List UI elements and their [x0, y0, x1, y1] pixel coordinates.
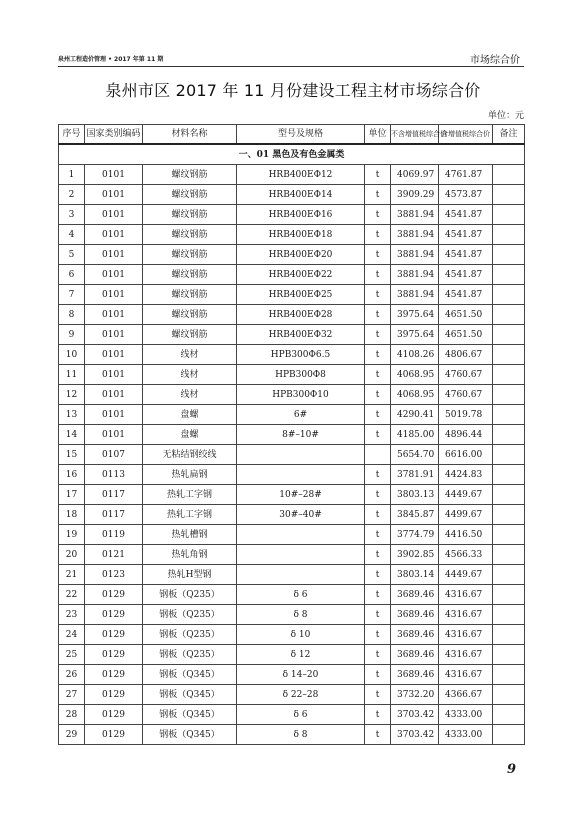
- cell-index: 28: [59, 705, 85, 725]
- cell-spec: HPB300Φ10: [237, 385, 365, 405]
- cell-remark: [493, 665, 525, 685]
- cell-remark: [493, 505, 525, 525]
- table-row: [59, 705, 525, 725]
- cell-price-incl-vat: 4761.87: [439, 165, 493, 185]
- cell-spec: HPB300Φ8: [237, 365, 365, 385]
- table-row: [59, 425, 525, 445]
- cell-price-excl-vat: 3774.79: [391, 525, 439, 545]
- cell-code: 0129: [85, 705, 143, 725]
- cell-remark: [493, 205, 525, 225]
- cell-index: 24: [59, 625, 85, 645]
- cell-price-incl-vat: 4806.67: [439, 345, 493, 365]
- cell-remark: [493, 565, 525, 585]
- cell-code: 0101: [85, 165, 143, 185]
- cell-material: 钢板（Q235）: [143, 605, 237, 625]
- cell-material: 热轧扁钢: [143, 465, 237, 485]
- cell-remark: [493, 465, 525, 485]
- cell-remark: [493, 245, 525, 265]
- cell-code: 0123: [85, 565, 143, 585]
- col-header-price-incl-vat: 含增值税综合价: [439, 125, 493, 145]
- cell-price-incl-vat: 4424.83: [439, 465, 493, 485]
- cell-price-excl-vat: 3703.42: [391, 725, 439, 745]
- cell-remark: [493, 185, 525, 205]
- cell-spec: HRB400EΦ20: [237, 245, 365, 265]
- cell-unit: t: [365, 205, 391, 225]
- cell-code: 0101: [85, 305, 143, 325]
- cell-index: 27: [59, 685, 85, 705]
- cell-unit: t: [365, 185, 391, 205]
- cell-code: 0121: [85, 545, 143, 565]
- table-row: [59, 285, 525, 305]
- cell-unit: t: [365, 385, 391, 405]
- cell-unit: t: [365, 305, 391, 325]
- cell-material: 螺纹钢筋: [143, 265, 237, 285]
- cell-code: 0101: [85, 225, 143, 245]
- table-row: [59, 445, 525, 465]
- cell-spec: 30#–40#: [237, 505, 365, 525]
- table-row: [59, 665, 525, 685]
- cell-remark: [493, 445, 525, 465]
- cell-code: 0101: [85, 185, 143, 205]
- cell-spec: [237, 525, 365, 545]
- cell-spec: δ 8: [237, 605, 365, 625]
- cell-index: 14: [59, 425, 85, 445]
- cell-material: 盘螺: [143, 425, 237, 445]
- cell-spec: δ 12: [237, 645, 365, 665]
- cell-unit: t: [365, 345, 391, 365]
- col-header-price-excl-vat: 不含增值税综合价: [391, 125, 439, 145]
- cell-price-excl-vat: 3881.94: [391, 245, 439, 265]
- cell-code: 0101: [85, 345, 143, 365]
- cell-remark: [493, 605, 525, 625]
- cell-remark: [493, 285, 525, 305]
- cell-material: 螺纹钢筋: [143, 185, 237, 205]
- cell-remark: [493, 225, 525, 245]
- cell-price-excl-vat: 3975.64: [391, 325, 439, 345]
- cell-spec: [237, 445, 365, 465]
- cell-price-excl-vat: 3689.46: [391, 605, 439, 625]
- cell-material: 钢板（Q235）: [143, 585, 237, 605]
- cell-price-incl-vat: 4333.00: [439, 725, 493, 745]
- cell-unit: t: [365, 165, 391, 185]
- table-row: [59, 625, 525, 645]
- cell-remark: [493, 405, 525, 425]
- cell-spec: δ 6: [237, 585, 365, 605]
- cell-code: 0101: [85, 205, 143, 225]
- cell-price-excl-vat: 3689.46: [391, 665, 439, 685]
- table-row: [59, 525, 525, 545]
- page-title: 泉州市区 2017 年 11 月份建设工程主材市场综合价: [105, 81, 481, 100]
- cell-price-excl-vat: 3902.85: [391, 545, 439, 565]
- cell-price-incl-vat: 4449.67: [439, 565, 493, 585]
- cell-price-incl-vat: 4333.00: [439, 705, 493, 725]
- cell-code: 0119: [85, 525, 143, 545]
- table-row: [59, 405, 525, 425]
- col-header-unit: 单位: [365, 125, 391, 145]
- cell-price-incl-vat: 4896.44: [439, 425, 493, 445]
- cell-price-incl-vat: 4651.50: [439, 305, 493, 325]
- cell-price-excl-vat: 3881.94: [391, 265, 439, 285]
- cell-index: 4: [59, 225, 85, 245]
- cell-spec: HRB400EΦ28: [237, 305, 365, 325]
- col-header-remark: 备注: [493, 125, 525, 145]
- cell-index: 5: [59, 245, 85, 265]
- cell-unit: t: [365, 325, 391, 345]
- cell-material: 螺纹钢筋: [143, 245, 237, 265]
- cell-spec: HRB400EΦ18: [237, 225, 365, 245]
- cell-material: 钢板（Q345）: [143, 705, 237, 725]
- cell-index: 1: [59, 165, 85, 185]
- cell-unit: t: [365, 465, 391, 485]
- cell-price-incl-vat: 4573.87: [439, 185, 493, 205]
- cell-unit: t: [365, 265, 391, 285]
- cell-spec: 6#: [237, 405, 365, 425]
- cell-price-excl-vat: 3845.87: [391, 505, 439, 525]
- cell-price-incl-vat: 4499.67: [439, 505, 493, 525]
- cell-unit: t: [365, 585, 391, 605]
- table-row: [59, 165, 525, 185]
- table-row: [59, 245, 525, 265]
- cell-price-excl-vat: 4069.97: [391, 165, 439, 185]
- cell-remark: [493, 545, 525, 565]
- journal-issue-label: 泉州工程造价管理 • 2017 年第 11 期: [58, 56, 164, 63]
- table-row: [59, 725, 525, 745]
- cell-index: 15: [59, 445, 85, 465]
- cell-remark: [493, 645, 525, 665]
- cell-unit: t: [365, 525, 391, 545]
- cell-material: 热轧工字钢: [143, 485, 237, 505]
- cell-price-excl-vat: 3909.29: [391, 185, 439, 205]
- cell-remark: [493, 705, 525, 725]
- cell-price-incl-vat: 4316.67: [439, 605, 493, 625]
- cell-index: 7: [59, 285, 85, 305]
- cell-spec: 8#–10#: [237, 425, 365, 445]
- cell-price-excl-vat: 4068.95: [391, 365, 439, 385]
- cell-price-incl-vat: 5019.78: [439, 405, 493, 425]
- table-header-row: [59, 125, 525, 145]
- cell-material: 无粘结钢绞线: [143, 445, 237, 465]
- cell-remark: [493, 305, 525, 325]
- cell-price-incl-vat: 4541.87: [439, 205, 493, 225]
- table-row: [59, 685, 525, 705]
- cell-index: 17: [59, 485, 85, 505]
- cell-material: 线材: [143, 365, 237, 385]
- cell-remark: [493, 345, 525, 365]
- cell-price-incl-vat: 4316.67: [439, 625, 493, 645]
- cell-price-excl-vat: 4108.26: [391, 345, 439, 365]
- cell-index: 13: [59, 405, 85, 425]
- cell-unit: t: [365, 565, 391, 585]
- cell-unit: t: [365, 605, 391, 625]
- page-number: 9: [506, 762, 516, 777]
- table-row: [59, 565, 525, 585]
- cell-code: 0113: [85, 465, 143, 485]
- cell-material: 热轧工字钢: [143, 505, 237, 525]
- cell-unit: t: [365, 505, 391, 525]
- unit-label: 单位：元: [487, 111, 524, 121]
- cell-price-excl-vat: 3881.94: [391, 285, 439, 305]
- cell-price-excl-vat: 3803.14: [391, 565, 439, 585]
- table-row: [59, 585, 525, 605]
- cell-price-excl-vat: 3689.46: [391, 625, 439, 645]
- cell-material: 钢板（Q235）: [143, 625, 237, 645]
- cell-price-incl-vat: 4316.67: [439, 585, 493, 605]
- cell-unit: t: [365, 545, 391, 565]
- cell-material: 热轧H型钢: [143, 565, 237, 585]
- cell-index: 25: [59, 645, 85, 665]
- cell-unit: t: [365, 225, 391, 245]
- section-label: 市场综合价: [470, 55, 520, 66]
- table-row: [59, 385, 525, 405]
- cell-price-excl-vat: 3975.64: [391, 305, 439, 325]
- cell-material: 线材: [143, 345, 237, 365]
- cell-remark: [493, 485, 525, 505]
- cell-price-incl-vat: 4651.50: [439, 325, 493, 345]
- table-row: [59, 205, 525, 225]
- table-row: [59, 365, 525, 385]
- price-table: [58, 124, 525, 745]
- cell-unit: t: [365, 685, 391, 705]
- cell-material: 螺纹钢筋: [143, 285, 237, 305]
- cell-spec: HRB400EΦ12: [237, 165, 365, 185]
- cell-spec: HRB400EΦ16: [237, 205, 365, 225]
- cell-index: 11: [59, 365, 85, 385]
- cell-remark: [493, 625, 525, 645]
- cell-price-incl-vat: 4541.87: [439, 225, 493, 245]
- cell-index: 8: [59, 305, 85, 325]
- cell-unit: t: [365, 645, 391, 665]
- cell-material: 钢板（Q345）: [143, 665, 237, 685]
- cell-spec: δ 22–28: [237, 685, 365, 705]
- cell-price-excl-vat: 4290.41: [391, 405, 439, 425]
- cell-material: 螺纹钢筋: [143, 325, 237, 345]
- cell-material: 螺纹钢筋: [143, 225, 237, 245]
- cell-remark: [493, 725, 525, 745]
- cell-unit: t: [365, 705, 391, 725]
- cell-index: 2: [59, 185, 85, 205]
- cell-code: 0129: [85, 645, 143, 665]
- cell-price-incl-vat: 4541.87: [439, 265, 493, 285]
- cell-remark: [493, 425, 525, 445]
- cell-spec: [237, 545, 365, 565]
- cell-index: 29: [59, 725, 85, 745]
- cell-spec: HRB400EΦ14: [237, 185, 365, 205]
- section-row: [59, 144, 525, 165]
- table-row: [59, 305, 525, 325]
- cell-index: 26: [59, 665, 85, 685]
- cell-index: 6: [59, 265, 85, 285]
- cell-unit: [365, 445, 391, 465]
- cell-unit: t: [365, 665, 391, 685]
- cell-code: 0101: [85, 265, 143, 285]
- col-header-code: 国家类别编码: [85, 125, 143, 145]
- cell-material: 盘螺: [143, 405, 237, 425]
- section-title: 一、01 黑色及有色金属类: [59, 144, 525, 165]
- table-row: [59, 465, 525, 485]
- cell-unit: t: [365, 725, 391, 745]
- cell-remark: [493, 585, 525, 605]
- cell-spec: 10#–28#: [237, 485, 365, 505]
- cell-code: 0101: [85, 425, 143, 445]
- cell-material: 钢板（Q345）: [143, 685, 237, 705]
- table-row: [59, 265, 525, 285]
- cell-price-excl-vat: 3881.94: [391, 205, 439, 225]
- cell-remark: [493, 325, 525, 345]
- cell-price-incl-vat: 4316.67: [439, 665, 493, 685]
- cell-code: 0107: [85, 445, 143, 465]
- cell-spec: HRB400EΦ22: [237, 265, 365, 285]
- table-row: [59, 485, 525, 505]
- cell-price-incl-vat: 4541.87: [439, 285, 493, 305]
- table-row: [59, 225, 525, 245]
- cell-index: 12: [59, 385, 85, 405]
- table-row: [59, 185, 525, 205]
- cell-price-incl-vat: 4416.50: [439, 525, 493, 545]
- cell-price-incl-vat: 4449.67: [439, 485, 493, 505]
- cell-price-excl-vat: 3732.20: [391, 685, 439, 705]
- cell-price-incl-vat: 4541.87: [439, 245, 493, 265]
- cell-material: 热轧角钢: [143, 545, 237, 565]
- cell-price-incl-vat: 6616.00: [439, 445, 493, 465]
- cell-unit: t: [365, 285, 391, 305]
- cell-code: 0101: [85, 285, 143, 305]
- cell-material: 螺纹钢筋: [143, 305, 237, 325]
- table-row: [59, 605, 525, 625]
- cell-spec: δ 14–20: [237, 665, 365, 685]
- cell-material: 热轧槽钢: [143, 525, 237, 545]
- cell-material: 钢板（Q235）: [143, 645, 237, 665]
- cell-code: 0117: [85, 485, 143, 505]
- cell-price-excl-vat: 3703.42: [391, 705, 439, 725]
- cell-remark: [493, 385, 525, 405]
- cell-spec: HRB400EΦ25: [237, 285, 365, 305]
- header-divider: [58, 66, 524, 67]
- cell-index: 22: [59, 585, 85, 605]
- cell-material: 螺纹钢筋: [143, 165, 237, 185]
- cell-code: 0129: [85, 585, 143, 605]
- cell-code: 0101: [85, 245, 143, 265]
- cell-code: 0101: [85, 385, 143, 405]
- cell-price-excl-vat: 4185.00: [391, 425, 439, 445]
- table-row: [59, 505, 525, 525]
- cell-remark: [493, 365, 525, 385]
- cell-unit: t: [365, 365, 391, 385]
- table-row: [59, 645, 525, 665]
- cell-price-incl-vat: 4366.67: [439, 685, 493, 705]
- cell-index: 18: [59, 505, 85, 525]
- cell-code: 0129: [85, 605, 143, 625]
- cell-remark: [493, 525, 525, 545]
- cell-unit: t: [365, 245, 391, 265]
- cell-price-excl-vat: 5654.70: [391, 445, 439, 465]
- col-header-material: 材料名称: [143, 125, 237, 145]
- table-row: [59, 545, 525, 565]
- cell-spec: [237, 565, 365, 585]
- cell-spec: HPB300Φ6.5: [237, 345, 365, 365]
- cell-code: 0117: [85, 505, 143, 525]
- cell-code: 0129: [85, 625, 143, 645]
- cell-index: 9: [59, 325, 85, 345]
- cell-unit: t: [365, 625, 391, 645]
- cell-code: 0101: [85, 405, 143, 425]
- cell-index: 16: [59, 465, 85, 485]
- table-row: [59, 325, 525, 345]
- cell-code: 0129: [85, 725, 143, 745]
- cell-spec: [237, 465, 365, 485]
- cell-code: 0129: [85, 665, 143, 685]
- cell-remark: [493, 685, 525, 705]
- cell-price-incl-vat: 4316.67: [439, 645, 493, 665]
- cell-code: 0129: [85, 685, 143, 705]
- cell-remark: [493, 265, 525, 285]
- cell-price-excl-vat: 4068.95: [391, 385, 439, 405]
- cell-remark: [493, 165, 525, 185]
- cell-price-excl-vat: 3781.91: [391, 465, 439, 485]
- cell-unit: t: [365, 405, 391, 425]
- cell-code: 0101: [85, 325, 143, 345]
- cell-material: 钢板（Q345）: [143, 725, 237, 745]
- cell-index: 3: [59, 205, 85, 225]
- cell-unit: t: [365, 485, 391, 505]
- cell-price-excl-vat: 3689.46: [391, 585, 439, 605]
- cell-index: 21: [59, 565, 85, 585]
- cell-index: 23: [59, 605, 85, 625]
- cell-material: 线材: [143, 385, 237, 405]
- cell-spec: δ 6: [237, 705, 365, 725]
- cell-material: 螺纹钢筋: [143, 205, 237, 225]
- cell-code: 0101: [85, 365, 143, 385]
- cell-spec: δ 10: [237, 625, 365, 645]
- col-header-index: 序号: [59, 125, 85, 145]
- cell-price-excl-vat: 3881.94: [391, 225, 439, 245]
- cell-price-incl-vat: 4760.67: [439, 385, 493, 405]
- cell-index: 20: [59, 545, 85, 565]
- cell-price-excl-vat: 3689.46: [391, 645, 439, 665]
- cell-spec: δ 8: [237, 725, 365, 745]
- cell-price-incl-vat: 4760.67: [439, 365, 493, 385]
- cell-index: 19: [59, 525, 85, 545]
- col-header-spec: 型号及规格: [237, 125, 365, 145]
- cell-price-excl-vat: 3803.13: [391, 485, 439, 505]
- cell-price-incl-vat: 4566.33: [439, 545, 493, 565]
- cell-index: 10: [59, 345, 85, 365]
- cell-unit: t: [365, 425, 391, 445]
- table-row: [59, 345, 525, 365]
- cell-spec: HRB400EΦ32: [237, 325, 365, 345]
